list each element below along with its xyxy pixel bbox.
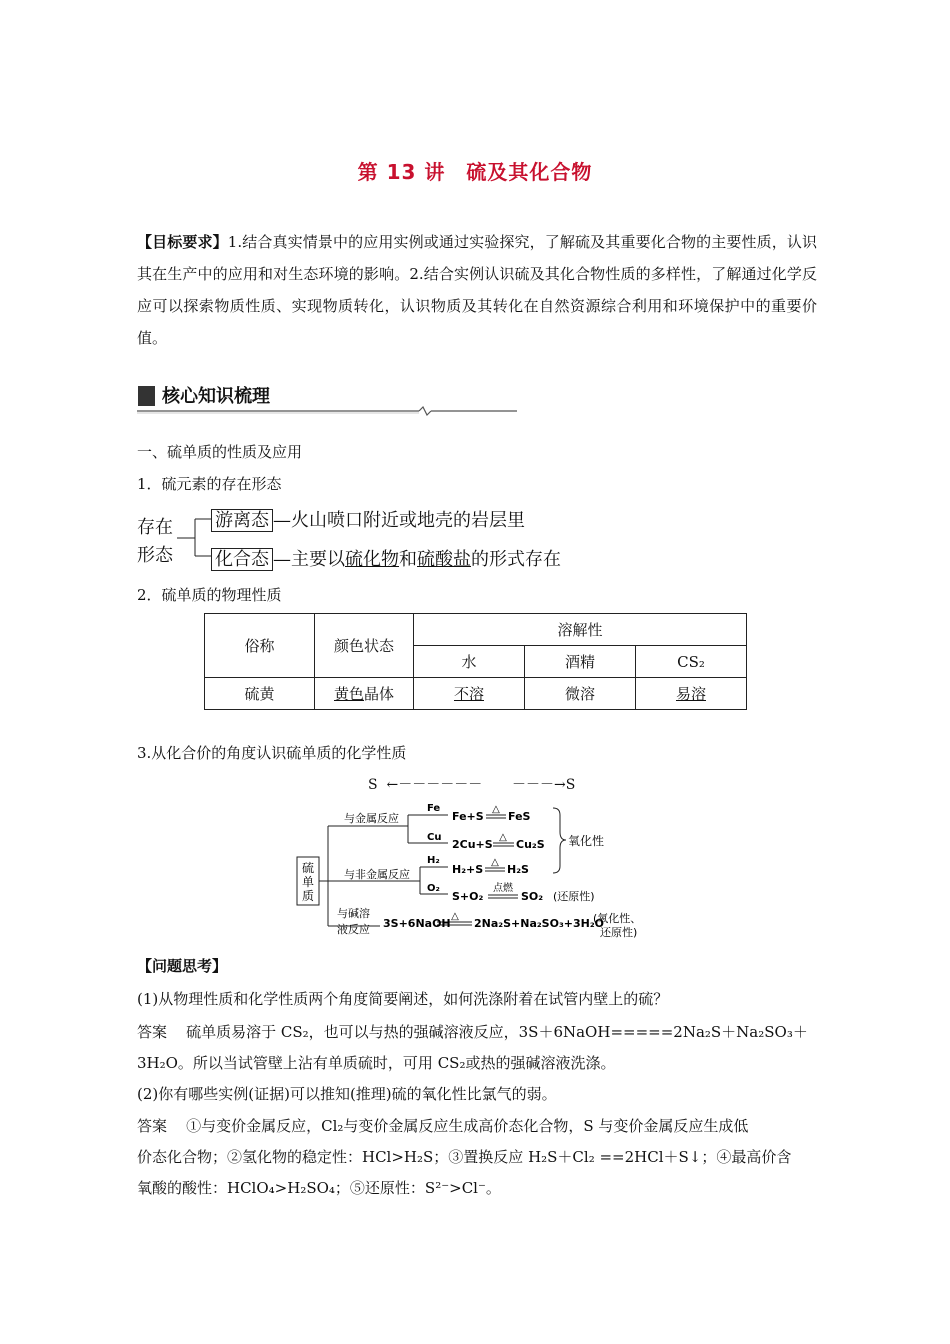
cell-alcohol: 微溶: [525, 678, 636, 710]
section-underline: [137, 406, 517, 416]
sulfate-answer: 硫酸盐: [417, 549, 471, 570]
eq4-left: S+O₂: [452, 890, 484, 903]
eq4-note: (还原性): [553, 890, 595, 903]
combined-text-a: —主要以: [273, 549, 345, 570]
free-form-box: 游离态: [211, 509, 273, 532]
combined-text-b: 和: [399, 549, 417, 570]
cell-color-state: [315, 678, 414, 710]
question-1: (1)从物理性质和化学性质两个角度简要阐述，如何洗涤附着在试管内壁上的硫？: [137, 990, 669, 1008]
reactant-o2: O₂: [427, 883, 440, 894]
valence-s-left: S: [368, 777, 378, 793]
eq5-right: 2Na₂S+Na₂SO₃+3H₂O: [474, 917, 605, 930]
eq1-left: Fe+S: [452, 810, 484, 823]
goals-text: 1.结合真实情景中的应用实例或通过实验探究，了解硫及其重要化合物的主要性质，认识其在生产中的应用和对生态环境的影响。2.结合实例认识硫及其化合物性质的多样性，了解通过化学反应可以探索物质性质、实现物质转化，认识物质及其转化在自然资源综合利用和环境保护中的重要价值。: [137, 233, 817, 347]
answer-2-line2: 价态化合物；②氢化物的稳定性：HCl>H₂S；③置换反应 H₂S＋Cl₂ ==2HCl＋S↓；④最高价含: [137, 1148, 792, 1166]
eq5-note-1: (氧化性、: [593, 912, 642, 925]
answer-1-line1: [137, 1016, 817, 1049]
cell-color-rest: 晶体: [364, 685, 395, 703]
answer-1-line2: 3H₂O。所以当试管壁上沾有单质硫时，可用 CS₂或热的强碱溶液洗涤。: [137, 1054, 616, 1072]
valence-dash-left: ←－－－－－－: [386, 777, 483, 793]
header-common-name: 俗称: [205, 614, 315, 678]
eq5-heat: △: [451, 911, 459, 922]
header-alcohol: 酒精: [525, 646, 636, 678]
item1-heading: 1．硫元素的存在形态: [137, 475, 282, 493]
item3-heading: 3.从化合价的角度认识硫单质的化学性质: [137, 744, 407, 762]
forms-left-line1: 存在: [137, 517, 173, 538]
item2-heading: 2．硫单质的物理性质: [137, 586, 282, 604]
part1-heading: 一、硫单质的性质及应用: [137, 443, 303, 461]
branch-metal-label: 与金属反应: [344, 812, 399, 825]
header-water: 水: [414, 646, 525, 678]
combined-form-box: 化合态: [211, 548, 273, 571]
free-form-text: —火山喷口附近或地壳的岩层里: [273, 510, 525, 531]
box-char-2: 单: [301, 875, 315, 889]
answer-2-text1: ①与变价金属反应，Cl₂与变价金属反应生成高价态化合物，S 与变价金属反应生成低: [186, 1117, 749, 1135]
sulfide-answer: 硫化物: [345, 549, 399, 570]
cell-cs2: [636, 678, 747, 710]
combined-text-c: 的形式存在: [471, 549, 561, 570]
section-title: 核心知识梳理: [162, 386, 270, 407]
header-color-state: 颜色状态: [315, 614, 414, 678]
reactant-cu: Cu: [427, 832, 442, 843]
eq2-right: Cu₂S: [516, 838, 545, 851]
eq3-left: H₂+S: [452, 863, 484, 876]
answer-2-line1: [137, 1110, 817, 1143]
cell-common-name: 硫黄: [205, 678, 315, 710]
eq5-note-2: 还原性): [600, 926, 638, 939]
cell-cs2-value: 易溶: [675, 685, 706, 703]
answer-2-label: 答案: [137, 1117, 168, 1135]
eq3-right: H₂S: [507, 863, 529, 876]
answer-1-label: 答案: [137, 1023, 168, 1041]
eq1-heat: △: [492, 804, 500, 815]
valence-right: －－－→S: [512, 777, 576, 793]
eq2-heat: △: [499, 832, 507, 843]
page-title: 第 13 讲 硫及其化合物: [357, 160, 593, 184]
eq4-condition: 点燃: [493, 883, 513, 894]
box-char-3: 质: [301, 889, 315, 903]
free-form-row: [211, 506, 525, 532]
forms-left-line2: 形态: [137, 545, 173, 566]
branch-nonmetal-label: 与非金属反应: [344, 868, 410, 881]
cell-color-underlined: 黄色: [333, 685, 364, 703]
think-heading: 【问题思考】: [137, 957, 228, 975]
eq5-left: 3S+6NaOH: [383, 917, 451, 930]
branch-alkali-label-2: 液反应: [337, 923, 370, 936]
cell-water: [414, 678, 525, 710]
branch-alkali-label-1: 与碱溶: [337, 907, 370, 920]
answer-2-line3: 氧酸的酸性：HClO₄>H₂SO₄；⑤还原性：S²⁻>Cl⁻。: [137, 1179, 501, 1197]
cell-water-value: 不溶: [453, 685, 484, 703]
physical-properties-table: [204, 613, 747, 710]
section-header: [137, 380, 517, 414]
reactant-fe: Fe: [427, 803, 441, 814]
goals-label: 【目标要求】: [137, 233, 228, 251]
forms-bracket: [175, 510, 215, 570]
section-square-icon: [138, 386, 155, 406]
valence-left: [368, 774, 482, 794]
eq2-left: 2Cu+S: [452, 838, 493, 851]
goals-paragraph: [137, 226, 817, 354]
eq1-right: FeS: [508, 810, 531, 823]
eq4-right: SO₂: [521, 890, 544, 903]
header-solubility: 溶解性: [414, 614, 747, 646]
header-cs2: CS₂: [636, 646, 747, 678]
sulfur-box: [297, 857, 319, 905]
oxidizing-label: 氧化性: [568, 834, 605, 848]
combined-form-row: [211, 545, 561, 571]
eq3-heat: △: [491, 857, 499, 868]
reactant-h2: H₂: [427, 855, 440, 866]
answer-1-text1: 硫单质易溶于 CS₂，也可以与热的强碱溶液反应，3S＋6NaOH=====2Na₂S＋Na₂SO₃＋: [186, 1023, 808, 1041]
box-char-1: 硫: [301, 861, 315, 875]
question-2: (2)你有哪些实例(证据)可以推知(推理)硫的氧化性比氯气的弱。: [137, 1085, 557, 1103]
